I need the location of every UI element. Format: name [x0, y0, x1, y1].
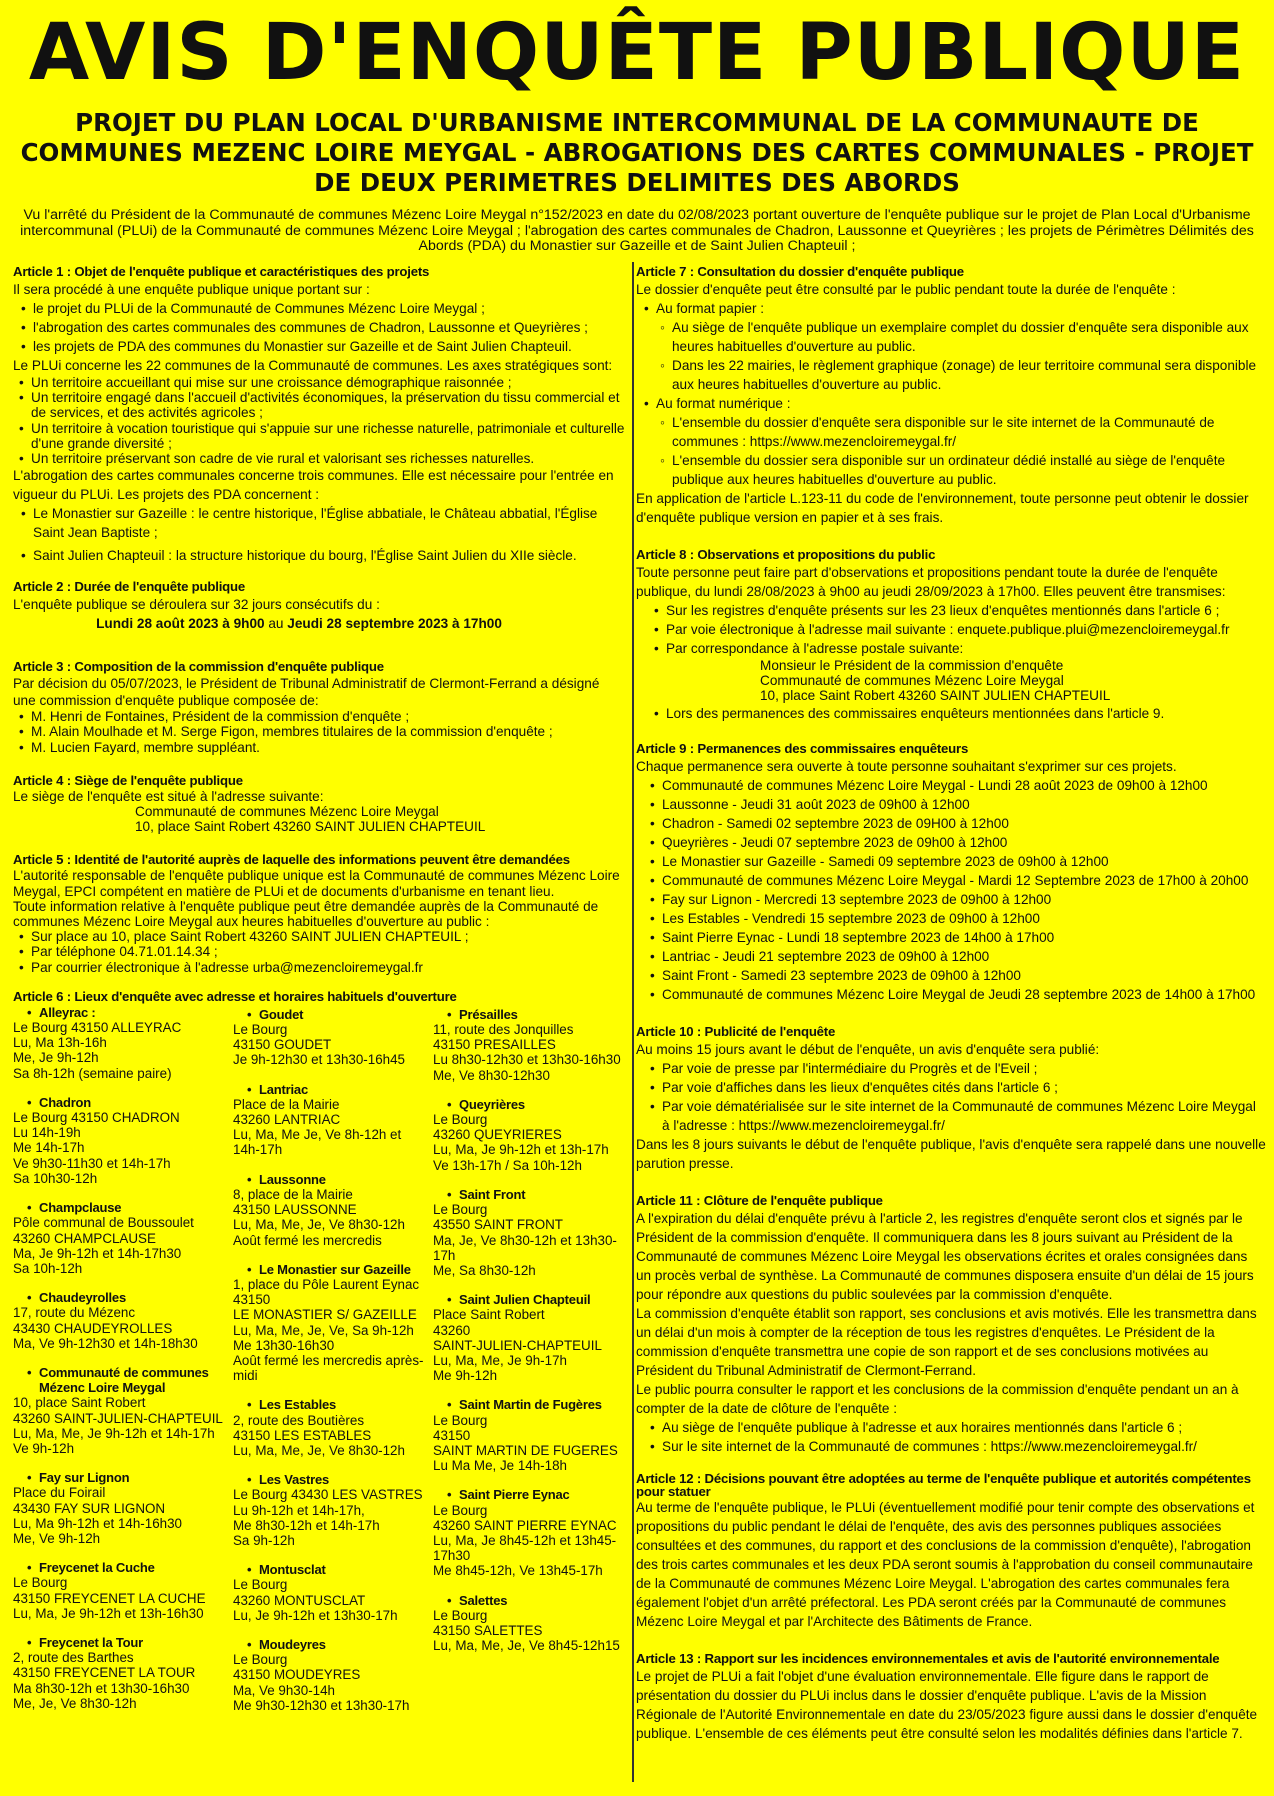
- article-5-heading: Article 5 : Identité de l'autorité auprès de laquelle des informations peuvent être demandées: [13, 852, 570, 868]
- location-line: 43430 CHAUDEYROLLES: [13, 1320, 173, 1336]
- article-6-heading: Article 6 : Lieux d'enquête avec adresse et horaires habituels d'ouverture: [13, 988, 457, 1004]
- article-4-address-line-1: Communauté de communes Mézenc Loire Meygal: [135, 804, 439, 820]
- location-name: • Communauté de communes Mézenc Loire Meygal: [13, 1365, 233, 1395]
- article-9-heading: Article 9 : Permanences des commissaires enquêteurs: [636, 740, 969, 756]
- location-line: Le Bourg: [233, 1577, 288, 1593]
- article-9: [636, 741, 1266, 1004]
- article-4-heading: Article 4 : Siège de l'enquête publique: [13, 772, 243, 788]
- location-block: [13, 1560, 233, 1621]
- article-11: [636, 1193, 1266, 1456]
- article-10-closing: Dans les 8 jours suivants le début de l'enquête publique, l'avis d'enquête sera rappelé dans une nouvelle parution presse.: [636, 1136, 1266, 1171]
- paper-format-list: [636, 318, 1266, 394]
- location-line: Sa 8h-12h (semaine paire): [13, 1065, 172, 1081]
- list-item: • M. Alain Moulhade et M. Serge Figon, membres titulaires de la commission d'enquête ;: [13, 724, 625, 739]
- column-divider: [632, 262, 634, 1782]
- locations-column-3: [433, 1007, 625, 1668]
- location-name: • Laussonne: [233, 1172, 425, 1187]
- list-item: ◦ Dans les 22 mairies, le règlement graphique (zonage) de leur territoire communal sera disponible aux heures habituelles d'ouverture au public.: [636, 356, 1266, 394]
- location-block: [433, 1487, 625, 1578]
- article-13-p1: Le projet de PLUi a fait l'objet d'une évaluation environnementale. Elle figure dans le rapport de présentation du dossier du PLUi inclus dans le dossier d'enquête publique. L'avis de la Mission Régionale de l'Autorité Environnementale en date du 23/05/2023 figure aussi dans le dossier d'enquête publique. L'ensemble de ces éléments peut être consulté selon les modalités définies dans l'article 7.: [636, 1668, 1258, 1741]
- list-item: • l'abrogation des cartes communales des communes de Chadron, Laussonne et Queyrières ;: [13, 318, 625, 337]
- location-line: 43150 PRESAILLES: [433, 1037, 556, 1053]
- location-line: Ve 13h-17h / Sa 10h-12h: [433, 1157, 582, 1173]
- location-line: Ma, Ve 9h30-14h: [233, 1682, 335, 1698]
- location-line: Le Bourg: [433, 1607, 488, 1623]
- location-line: Le Bourg: [433, 1112, 488, 1128]
- article-3-heading: Article 3 : Composition de la commission d'enquête publique: [13, 659, 384, 675]
- location-line: Me 9h-12h: [433, 1368, 498, 1384]
- paper-format-label: Au format papier :: [656, 301, 765, 316]
- location-line: Me 8h30-12h et 14h-17h: [233, 1517, 380, 1533]
- article-7: [636, 264, 1266, 527]
- location-name: • Les Estables: [233, 1397, 425, 1412]
- location-name: • Les Vastres: [233, 1472, 425, 1487]
- list-item: • Saint Pierre Eynac - Lundi 18 septembre 2023 de 14h00 à 17h00: [642, 928, 1266, 947]
- list-item: • Saint Front - Samedi 23 septembre 2023 de 09h00 à 12h00: [642, 966, 1266, 985]
- location-line: Ma, Ve 9h-12h30 et 14h-18h30: [13, 1335, 198, 1351]
- location-block: [13, 1095, 233, 1186]
- list-item: • Un territoire préservant son cadre de vie rural et valorisant ses richesses naturelles.: [13, 451, 625, 466]
- location-line: 43150 LES ESTABLES: [233, 1427, 372, 1443]
- location-line: Lu, Ma, Me Je, Ve 8h-12h et 14h-17h: [233, 1127, 402, 1158]
- location-line: Me, Sa 8h30-12h: [433, 1262, 536, 1278]
- location-line: Me, Ve 9h-12h: [13, 1530, 101, 1546]
- article-3-lead: Par décision du 05/07/2023, le Président de Tribunal Administratif de Clermont-Ferrand a désigné une commission d'enquête publique composée de:: [13, 676, 600, 709]
- list-item: • Par courrier électronique à l'adresse urba@mezencloiremeygal.fr: [13, 960, 625, 975]
- article-5-list: [13, 929, 625, 975]
- locations-column-2: [233, 1007, 425, 1727]
- location-line: 1, place du Pôle Laurent Eynac: [233, 1276, 420, 1292]
- article-7-heading: Article 7 : Consultation du dossier d'enquête publique: [636, 264, 964, 279]
- locations-grid: [13, 1005, 625, 1745]
- location-name: • Freycenet la Cuche: [13, 1560, 233, 1575]
- location-block: [233, 1262, 425, 1384]
- list-item: • Sur place au 10, place Saint Robert 43260 SAINT JULIEN CHAPTEUIL ;: [13, 929, 625, 944]
- location-line: Ma, Je, Ve 8h30-12h et 13h30-17h: [433, 1232, 617, 1263]
- location-line: Lu, Ma, Je 9h-12h et 13h-17h: [433, 1142, 609, 1158]
- location-line: Me, Je, Ve 8h30-12h: [13, 1695, 137, 1711]
- location-line: Lu, Ma, Me, Je, Ve, Sa 9h-12h: [233, 1322, 414, 1338]
- location-name: • Chadron: [13, 1095, 233, 1110]
- location-block: [233, 1472, 425, 1548]
- location-line: Août fermé les mercredis: [233, 1232, 382, 1248]
- location-line: 43150 FREYCENET LA CUCHE: [13, 1590, 206, 1606]
- location-name: • Lantriac: [233, 1082, 425, 1097]
- location-name: • Alleyrac :: [13, 1005, 233, 1020]
- article-13: [636, 1651, 1266, 1743]
- location-line: Lu, Ma, Me, Je 9h-17h: [433, 1352, 567, 1368]
- list-item: ◦ L'ensemble du dossier sera disponible sur un ordinateur dédié installé au siège de l'enquête publique aux heures habituelles d'ouverture au public.: [636, 451, 1266, 489]
- article-5-p2: Toute information relative à l'enquête publique peut être demandée auprès de la Communauté de communes Mézenc Loire Meygal aux heures habituelles d'ouverture au public :: [13, 898, 599, 930]
- article-10-heading: Article 10 : Publicité de l'enquête: [636, 1023, 836, 1039]
- list-item: • Communauté de communes Mézenc Loire Meygal de Jeudi 28 septembre 2023 de 14h00 à 17h00: [642, 985, 1266, 1004]
- page-subtitle: PROJET DU PLAN LOCAL D'URBANISME INTERCOMMUNAL DE LA COMMUNAUTE DE COMMUNES MEZENC LOIRE MEYGAL - ABROGATIONS DES CARTES COMMUNALES - PROJET DE DEUX PERIMETRES DELIMITES DES ABORDS: [20, 108, 1254, 197]
- article-11-p2: La commission d'enquête établit son rapport, ses conclusions et avis motivés. Elle les transmettra dans un délai d'un mois à compter de la réception de tous les registres d'enquêtes. Le Président de la commission d'enquête transmettra une copie de son rapport et de ses conclusions motivées au Président du Tribunal Administratif de Clermont-Ferrand.: [636, 1305, 1257, 1378]
- article-3: [13, 659, 625, 755]
- location-name: • Goudet: [233, 1007, 425, 1022]
- location-line: 43550 SAINT FRONT: [433, 1217, 563, 1233]
- location-line: 8, place de la Mairie: [233, 1186, 353, 1202]
- list-item: • Lantriac - Jeudi 21 septembre 2023 de 09h00 à 12h00: [642, 947, 1266, 966]
- list-item: • Communauté de communes Mézenc Loire Meygal - Mardi 12 Septembre 2023 de 17h00 à 20h00: [642, 871, 1266, 890]
- article-1-pda: [13, 504, 625, 565]
- location-block: [233, 1007, 425, 1068]
- location-block: [13, 1470, 233, 1546]
- location-line: Me 14h-17h: [13, 1140, 85, 1156]
- article-7-lead: Le dossier d'enquête peut être consulté par le public pendant toute la durée de l'enquête :: [636, 282, 1176, 297]
- article-5: [13, 852, 625, 974]
- list-item: • M. Lucien Fayard, membre suppléant.: [13, 740, 625, 755]
- location-line: Lu, Ma, Me, Je, Ve 8h30-12h: [233, 1217, 405, 1233]
- page-title: AVIS D'ENQUÊTE PUBLIQUE: [28, 8, 1246, 98]
- postal-address-line-3: 10, place Saint Robert 43260 SAINT JULIEN CHAPTEUIL: [760, 688, 1111, 704]
- digital-format-list: [636, 413, 1266, 489]
- date-separator: au: [264, 616, 288, 632]
- location-name: • Champclause: [13, 1200, 233, 1215]
- list-item: • Par téléphone 04.71.01.14.34 ;: [13, 944, 625, 959]
- left-column: [13, 264, 625, 1745]
- location-name: • Saint Martin de Fugères: [433, 1397, 625, 1412]
- article-11-p3: Le public pourra consulter le rapport et les conclusions de la commission d'enquête pendant un an à compter de la date de clôture de l'enquête :: [636, 1381, 1239, 1416]
- location-block: [433, 1397, 625, 1473]
- location-line: Me, Je 9h-12h: [13, 1050, 99, 1066]
- list-item: • les projets de PDA des communes du Monastier sur Gazeille et de Saint Julien Chapteuil.: [13, 337, 625, 356]
- location-line: 43260: [433, 1322, 471, 1338]
- list-item: • Les Estables - Vendredi 15 septembre 2023 de 09h00 à 12h00: [642, 909, 1266, 928]
- location-line: 43150 SALETTES: [433, 1622, 543, 1638]
- article-9-lead: Chaque permanence sera ouverte à toute personne souhaitant s'exprimer sur ces projets.: [636, 758, 1177, 774]
- article-1-pda-lead: L'abrogation des cartes communales concerne trois communes. Elle est nécessaire pour l'entrée en vigueur du PLUi. Les projets des PDA concernent :: [13, 468, 614, 503]
- location-line: Le Bourg: [233, 1022, 288, 1038]
- location-line: 43150 LAUSSONNE: [233, 1202, 357, 1218]
- location-line: Ma, Je 9h-12h et 14h-17h30: [13, 1245, 182, 1261]
- location-block: [433, 1187, 625, 1278]
- location-line: Lu, Ma, Je 8h45-12h et 13h45-17h30: [433, 1532, 617, 1564]
- location-line: Lu, Ma, Me, Je, Ve 8h30-12h: [233, 1442, 405, 1458]
- location-name: • Saint Front: [433, 1187, 625, 1202]
- location-block: [233, 1397, 425, 1458]
- location-block: [433, 1593, 625, 1654]
- list-item: • Au siège de l'enquête publique à l'adresse et aux horaires mentionnés dans l'article 6 ;: [642, 1418, 1266, 1437]
- location-name: • Présailles: [433, 1007, 625, 1022]
- list-item: • Par voie électronique à l'adresse mail suivante : enquete.publique.plui@mezencloiremeygal.fr: [646, 620, 1266, 639]
- location-line: Ma 8h30-12h et 13h30-16h30: [13, 1680, 190, 1696]
- location-line: Pôle communal de Boussoulet: [13, 1215, 194, 1231]
- location-block: [433, 1097, 625, 1173]
- list-item: • Saint Julien Chapteuil : la structure historique du bourg, l'Église Saint Julien du XIIe siècle.: [13, 546, 625, 565]
- location-line: 2, route des Boutières: [233, 1412, 365, 1428]
- location-line: 2, route des Barthes: [13, 1650, 134, 1666]
- location-block: [433, 1292, 625, 1383]
- digital-format-label: Au format numérique :: [656, 396, 791, 411]
- location-line: Place du Foirail: [13, 1485, 106, 1501]
- article-1-axes-lead: Le PLUi concerne les 22 communes de la Communauté de communes. Les axes stratégiques sont:: [13, 358, 613, 373]
- article-3-list: [13, 709, 625, 755]
- article-1-list: [13, 299, 625, 356]
- location-line: Je 9h-12h30 et 13h30-16h45: [233, 1052, 405, 1068]
- list-item: • Sur le site internet de la Communauté de communes : https://www.mezencloiremeygal.fr/: [642, 1437, 1266, 1456]
- intro-paragraph: Vu l'arrêté du Président de la Communauté de communes Mézenc Loire Meygal n°152/2023 en date du 02/08/2023 portant ouverture de l'enquête publique sur le projet de Plan Local d'Urbanisme intercommunal (PLUi) de la Communauté de communes Mézenc Loire Meygal ; l'abrogation des cartes communales de Chadron, Laussonne et Queyrières ; les projets de Périmètres Délimités des Abords (PDA) du Monastier sur Gazeille et de Saint Julien Chapteuil ;: [20, 207, 1254, 254]
- article-1-lead: Il sera procédé à une enquête publique unique portant sur :: [13, 282, 370, 297]
- location-line: 43260 QUEYRIERES: [433, 1127, 562, 1143]
- location-line: 43260 SAINT PIERRE EYNAC: [433, 1517, 617, 1533]
- location-line: 43150 FREYCENET LA TOUR: [13, 1665, 196, 1681]
- location-line: 43150 MOUDEYRES: [233, 1667, 361, 1683]
- list-item: [636, 394, 1266, 489]
- list-item: • Un territoire engagé dans l'accueil d'activités économiques, la préservation du tissu commercial et de services, et des activités agricoles ;: [13, 390, 625, 420]
- location-line: Le Bourg: [433, 1412, 488, 1428]
- location-line: Sa 9h-12h: [233, 1532, 295, 1548]
- article-10-list: [636, 1059, 1266, 1135]
- list-item: • Par voie d'affiches dans les lieux d'enquêtes cités dans l'article 6 ;: [642, 1078, 1266, 1097]
- article-1: [13, 264, 625, 565]
- article-2-lead: L'enquête publique se déroulera sur 32 jours consécutifs du :: [13, 597, 380, 613]
- location-line: Ve 9h30-11h30 et 14h-17h: [13, 1155, 171, 1171]
- list-item: • Par voie de presse par l'intermédiaire du Progrès et de l'Eveil ;: [642, 1059, 1266, 1078]
- location-name: • Montusclat: [233, 1562, 425, 1577]
- location-line: LE MONASTIER S/ GAZEILLE: [233, 1307, 417, 1323]
- location-name: • Freycenet la Tour: [13, 1635, 233, 1650]
- article-4-address-line-2: 10, place Saint Robert 43260 SAINT JULIEN CHAPTEUIL: [135, 819, 486, 835]
- postal-address-line-2: Communauté de communes Mézenc Loire Meygal: [760, 673, 1064, 689]
- location-line: Sa 10h30-12h: [13, 1170, 98, 1186]
- location-line: Le Bourg 43150 ALLEYRAC: [13, 1020, 182, 1036]
- article-12-heading: Article 12 : Décisions pouvant être adoptées au terme de l'enquête publique et autorités compétentes pour statuer: [636, 1470, 1251, 1499]
- list-item: • M. Henri de Fontaines, Président de la commission d'enquête ;: [13, 709, 625, 724]
- article-8: [636, 547, 1266, 723]
- location-line: Août fermé les mercredis après-midi: [233, 1352, 424, 1384]
- location-line: Lu Ma Me, Je 14h-18h: [433, 1458, 567, 1474]
- list-item: • le projet du PLUi de la Communauté de Communes Mézenc Loire Meygal ;: [13, 299, 625, 318]
- list-item: • Laussonne - Jeudi 31 août 2023 de 09h00 à 12h00: [642, 795, 1266, 814]
- location-name: • Moudeyres: [233, 1637, 425, 1652]
- start-date: Lundi 28 août 2023 à 9h00: [96, 616, 265, 632]
- location-line: 43260 LANTRIAC: [233, 1112, 341, 1128]
- location-line: SAINT-JULIEN-CHAPTEUIL: [433, 1337, 602, 1353]
- location-line: 43430 FAY SUR LIGNON: [13, 1500, 166, 1516]
- location-name: • Saint Pierre Eynac: [433, 1487, 625, 1502]
- location-line: Lu 14h-19h: [13, 1125, 81, 1141]
- article-12-p1: Au terme de l'enquête publique, le PLUi (éventuellement modifié pour tenir compte des observations et propositions du public pendant le délai de l'enquête, des avis des personnes publiques associées consultées et des communes, du rapport et des conclusions de la commission d'enquête), l'abrogation des trois cartes communales et les deux PDA seront soumis à l'approbation du conseil communautaire de la Communauté de communes Mézenc Loire Meygal. L'abrogation des cartes communales fera également l'objet d'un arrêté préfectoral. Les PDA seront créés par la Communauté de communes Mézenc Loire Meygal et par l'Architecte des Bâtiments de France.: [636, 1499, 1255, 1629]
- list-item: • Un territoire à vocation touristique qui s'appuie sur une richesse naturelle, patrimoniale et culturelle d'une grande diversité ;: [13, 421, 625, 451]
- article-4-lead: Le siège de l'enquête est situé à l'adresse suivante:: [13, 788, 324, 804]
- location-line: Me 9h30-12h30 et 13h30-17h: [233, 1697, 410, 1713]
- location-block: [233, 1172, 425, 1248]
- location-line: Lu, Ma, Je 9h-12h et 13h-16h30: [13, 1605, 204, 1621]
- location-line: Me 8h45-12h, Ve 13h45-17h: [433, 1563, 603, 1579]
- location-line: 10, place Saint Robert: [13, 1395, 146, 1411]
- list-item: • Par correspondance à l'adresse postale suivante:: [646, 639, 1266, 658]
- location-line: SAINT MARTIN DE FUGERES: [433, 1442, 618, 1458]
- location-line: Lu, Ma, Me, Je, Ve 8h45-12h15: [433, 1638, 620, 1654]
- location-line: 17, route du Mézenc: [13, 1305, 136, 1321]
- article-11-p1: A l'expiration du délai d'enquête prévu à l'article 2, les registres d'enquête seront clos et signés par le Président de la commission d'enquête. Il communiquera dans les 8 jours suivant au Président de la Communauté de communes Mézenc Loire Meygal les observations écrites et orales consignées dans un procès verbal de synthèse. La Communauté de communes disposera ensuite d'un délai de 15 jours pour répondre aux questions du public soulevées par la commission d'enquête.: [636, 1210, 1254, 1302]
- article-2: [13, 579, 625, 633]
- location-line: 43260 MONTUSCLAT: [233, 1592, 366, 1608]
- article-6: [13, 989, 625, 1745]
- location-line: Me, Ve 8h30-12h30: [433, 1067, 550, 1083]
- location-line: Le Bourg: [433, 1202, 488, 1218]
- location-line: Lu 9h-12h et 14h-17h,: [233, 1502, 365, 1518]
- list-item: • Fay sur Lignon - Mercredi 13 septembre 2023 de 09h00 à 12h00: [642, 890, 1266, 909]
- location-line: Lu 8h30-12h30 et 13h30-16h30: [433, 1052, 621, 1068]
- article-1-axes: [13, 375, 625, 466]
- locations-column-1: [13, 1005, 233, 1725]
- location-block: [13, 1200, 233, 1276]
- location-block: [13, 1290, 233, 1351]
- article-10: [636, 1024, 1266, 1173]
- location-name: • Queyrières: [433, 1097, 625, 1112]
- location-name: • Saint Julien Chapteuil: [433, 1292, 625, 1307]
- location-line: Lu, Ma 13h-16h: [13, 1035, 107, 1051]
- location-block: [233, 1637, 425, 1713]
- location-block: [13, 1635, 233, 1711]
- article-8-heading: Article 8 : Observations et propositions du public: [636, 547, 936, 562]
- location-line: Lu, Ma 9h-12h et 14h-16h30: [13, 1515, 182, 1531]
- location-line: Place Saint Robert: [433, 1307, 545, 1323]
- article-4: [13, 773, 625, 835]
- location-line: 43150: [233, 1292, 271, 1308]
- article-8-list-last: [636, 704, 1266, 723]
- location-block: [233, 1562, 425, 1623]
- end-date: Jeudi 28 septembre 2023 à 17h00: [287, 616, 502, 632]
- location-block: [13, 1365, 233, 1456]
- list-item: • Un territoire accueillant qui mise sur une croissance démographique raisonnée ;: [13, 375, 625, 390]
- article-13-heading: Article 13 : Rapport sur les incidences environnementales et avis de l'autorité environnementale: [636, 1650, 1220, 1666]
- list-item: • Chadron - Samedi 02 septembre 2023 de 09H00 à 12h00: [642, 814, 1266, 833]
- postal-address-line-1: Monsieur le Président de la commission d'enquête: [760, 658, 1064, 673]
- list-item: • Queyrières - Jeudi 07 septembre 2023 de 09h00 à 12h00: [642, 833, 1266, 852]
- location-name: • Fay sur Lignon: [13, 1470, 233, 1485]
- list-item: • Communauté de communes Mézenc Loire Meygal - Lundi 28 août 2023 de 09h00 à 12h00: [642, 776, 1266, 795]
- article-11-heading: Article 11 : Clôture de l'enquête publique: [636, 1192, 883, 1208]
- location-line: Le Bourg: [13, 1575, 68, 1591]
- location-line: Ve 9h-12h: [13, 1440, 75, 1456]
- list-item: • Lors des permanences des commissaires enquêteurs mentionnées dans l'article 9.: [646, 704, 1266, 723]
- location-line: Lu, Ma, Me, Je 9h-12h et 14h-17h: [13, 1425, 215, 1441]
- article-12: [636, 1472, 1266, 1631]
- article-1-heading: Article 1 : Objet de l'enquête publique et caractéristiques des projets: [13, 264, 430, 279]
- location-line: Lu, Je 9h-12h et 13h30-17h: [233, 1607, 398, 1623]
- article-2-heading: Article 2 : Durée de l'enquête publique: [13, 579, 246, 595]
- location-line: 43150 GOUDET: [233, 1037, 332, 1053]
- article-11-list: [636, 1418, 1266, 1456]
- location-line: Le Bourg: [433, 1502, 488, 1518]
- article-9-list: [636, 776, 1266, 1004]
- list-item: • Le Monastier sur Gazeille : le centre historique, l'Église abbatiale, le Château abbatial, l'Église Saint Jean Baptiste ;: [13, 504, 625, 542]
- location-line: 43150: [433, 1427, 471, 1443]
- location-line: Le Bourg 43430 LES VASTRES: [233, 1487, 423, 1503]
- list-item: [636, 299, 1266, 394]
- location-line: Le Bourg 43150 CHADRON: [13, 1110, 180, 1126]
- article-7-closing: En application de l'article L.123-11 du code de l'environnement, toute personne peut obtenir le dossier d'enquête publique version en papier et à ses frais.: [636, 491, 1249, 525]
- list-item: ◦ L'ensemble du dossier d'enquête sera disponible sur le site internet de la Communauté de communes : https://www.mezencloiremeygal.fr/: [636, 413, 1266, 451]
- location-line: Le Bourg: [233, 1652, 288, 1668]
- article-7-formats: [636, 299, 1266, 489]
- location-line: Sa 10h-12h: [13, 1260, 83, 1276]
- location-line: 11, route des Jonquilles: [433, 1022, 574, 1038]
- location-name: • Chaudeyrolles: [13, 1290, 233, 1305]
- location-name: • Salettes: [433, 1593, 625, 1608]
- article-10-lead: Au moins 15 jours avant le début de l'enquête, un avis d'enquête sera publié:: [636, 1041, 1100, 1057]
- list-item: • Par voie dématérialisée sur le site internet de la Communauté de communes Mézenc Loire Meygal à l'adresse : https://www.mezencloiremeygal.fr/: [642, 1097, 1266, 1135]
- location-name: • Le Monastier sur Gazeille: [233, 1262, 425, 1277]
- article-8-list: [636, 601, 1266, 658]
- location-line: 43260 CHAMPCLAUSE: [13, 1230, 156, 1246]
- list-item: ◦ Au siège de l'enquête publique un exemplaire complet du dossier d'enquête sera disponible aux heures habituelles d'ouverture au public.: [636, 318, 1266, 356]
- list-item: • Sur les registres d'enquête présents sur les 23 lieux d'enquêtes mentionnés dans l'article 6 ;: [646, 601, 1266, 620]
- article-5-p1: L'autorité responsable de l'enquête publique unique est la Communauté de communes Mézenc Loire Meygal, EPCI compétent en matière de PLUi et de documents d'urbanisme en tenant lieu.: [13, 868, 620, 899]
- location-block: [13, 1005, 233, 1081]
- location-block: [433, 1007, 625, 1083]
- location-line: Place de la Mairie: [233, 1096, 340, 1112]
- list-item: • Le Monastier sur Gazeille - Samedi 09 septembre 2023 de 09h00 à 12h00: [642, 852, 1266, 871]
- article-2-dates: [13, 614, 625, 633]
- location-line: Me 13h30-16h30: [233, 1337, 335, 1353]
- location-block: [233, 1082, 425, 1158]
- article-8-lead: Toute personne peut faire part d'observations et propositions pendant toute la durée de l'enquête publique, du lundi 28/08/2023 à 9h00 au jeudi 28/09/2023 à 17h00. Elles peuvent être transmises:: [636, 565, 1226, 599]
- right-column: [636, 264, 1266, 1743]
- location-line: 43260 SAINT-JULIEN-CHAPTEUIL: [13, 1410, 223, 1426]
